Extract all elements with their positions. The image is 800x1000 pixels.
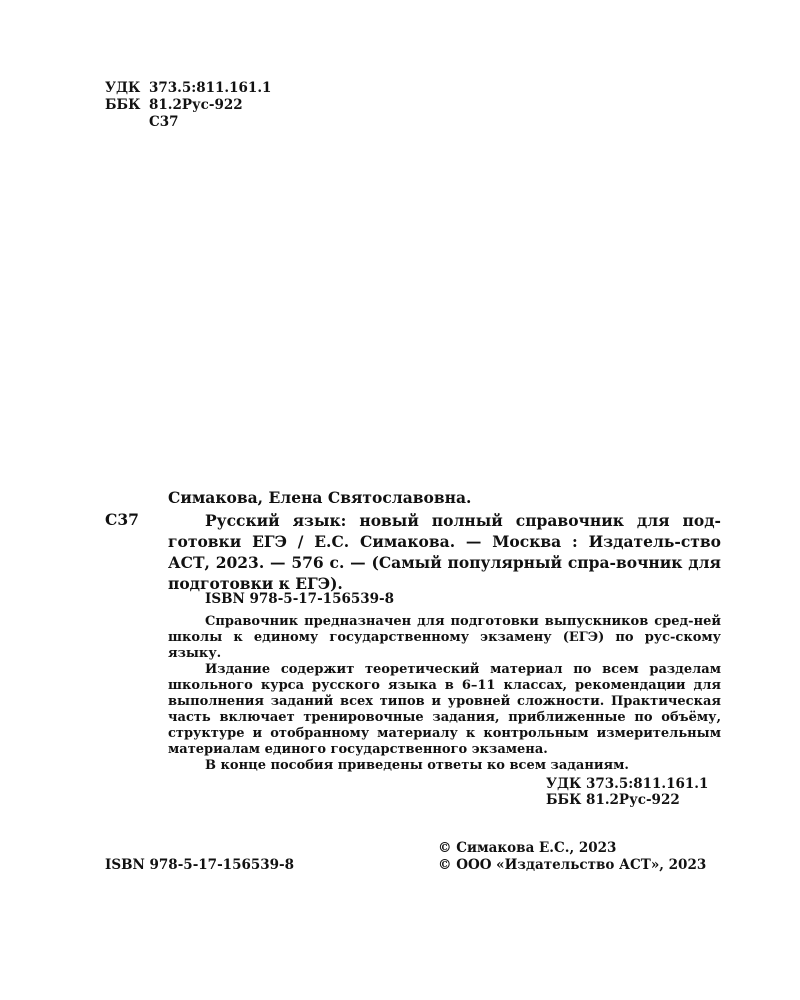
- copyright-publisher: © ООО «Издательство АСТ», 2023: [438, 857, 707, 873]
- title-line: готовки ЕГЭ / Е.С. Симакова. — Москва : Издатель-: [168, 532, 681, 551]
- bbk-value: 81.2Рус-922: [149, 97, 243, 113]
- udk-value: 373.5:811.161.1: [149, 80, 272, 96]
- cutter-code-record: С37: [105, 510, 139, 529]
- isbn-bottom: ISBN 978-5-17-156539-8: [105, 857, 295, 873]
- bibliographic-description: [168, 510, 721, 594]
- bbk-bottom: ББК 81.2Рус-922: [546, 792, 680, 808]
- bbk-label: ББК: [105, 97, 141, 113]
- isbn-record: ISBN 978-5-17-156539-8: [205, 591, 395, 607]
- classification-codes-top: [105, 80, 271, 131]
- title-line: ство АСТ, 2023. — 576 с. — (Самый популярный спра-: [168, 532, 721, 572]
- author-heading: Симакова, Елена Святославовна.: [168, 488, 472, 507]
- title-line: вочник для подготовки к ЕГЭ).: [168, 553, 721, 593]
- title-line: Русский язык: новый полный справочник для под-: [205, 511, 721, 530]
- annotation-paragraph: В конце пособия приведены ответы ко всем заданиям.: [205, 758, 629, 773]
- copyright-block: [438, 840, 706, 874]
- udk-bottom: УДК 373.5:811.161.1: [546, 776, 709, 792]
- udk-row: [105, 80, 271, 97]
- cutter-code-top: С37: [149, 114, 179, 130]
- udk-label: УДК: [105, 80, 141, 96]
- copyright-author: © Симакова Е.С., 2023: [438, 840, 617, 856]
- annotation-paragraph: Издание содержит теоретический материал по всем разделам школьного курса русского языка в 6–11 классах, рекомендации для выполнения заданий всех типов и уровней сложности. Практическая часть включает тренировочные задания, приближенные по объёму, структуре и отобранному материалу к контрольным измерительным материалам единого государственного экзамена.: [168, 662, 721, 757]
- bbk-row: [105, 97, 271, 114]
- annotation-paragraph: Справочник предназначен для подготовки выпускников сред-ней школы к единому государственному экзамену (ЕГЭ) по рус-скому языку.: [168, 614, 721, 661]
- classification-codes-bottom: [546, 776, 708, 808]
- annotation: [168, 614, 721, 774]
